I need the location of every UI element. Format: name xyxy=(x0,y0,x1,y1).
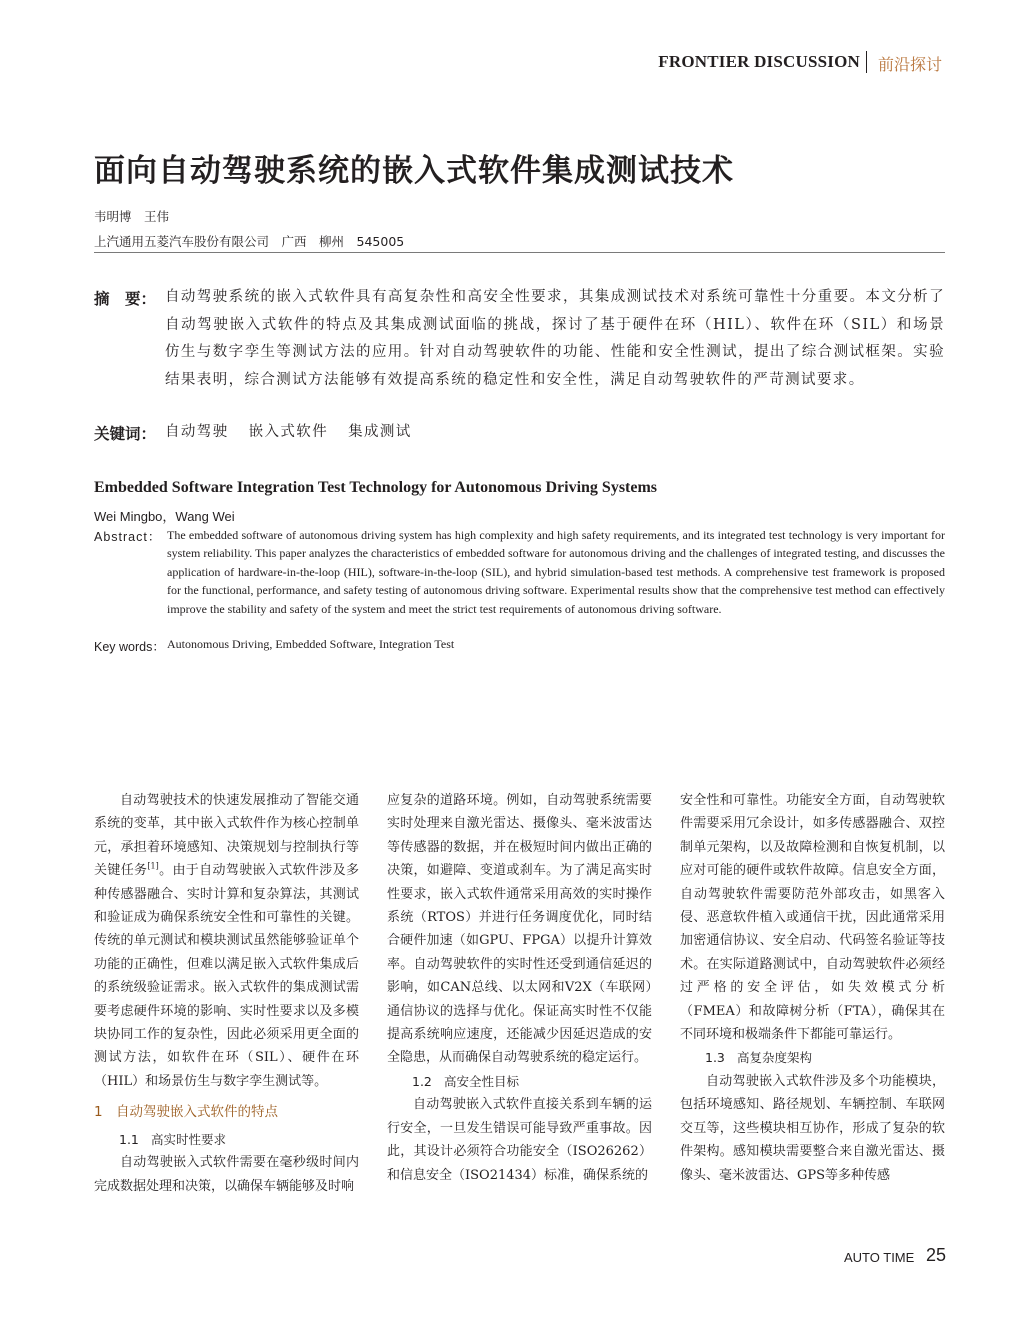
body-column-middle xyxy=(387,789,652,1199)
keyword: 嵌入式软件 xyxy=(248,424,329,440)
subsection-heading: 1.2 高安全性目标 xyxy=(412,1073,520,1089)
article-title: 面向自动驾驶系统的嵌入式软件集成测试技术 xyxy=(94,153,734,189)
journal-name: AUTO TIME xyxy=(844,1250,915,1265)
citation-ref: [1] xyxy=(147,861,159,871)
section-label-cn: 前沿探讨 xyxy=(878,55,943,74)
body-column-right xyxy=(680,789,945,1199)
keywords-list xyxy=(165,420,412,441)
english-keywords-label: Key words： xyxy=(94,640,165,654)
section-label-en: FRONTIER DISCUSSION xyxy=(658,52,860,71)
body-paragraph: 自动驾驶嵌入式软件涉及多个功能模块，包括环境感知、路径规划、车辆控制、车联网交互等，这些模块相互协作，形成了复杂的软件架构。感知模块需要整合来自激光雷达、摄像头、毫米波雷达、GPS等多种传感 xyxy=(680,1073,945,1183)
keywords-label: 关键词： xyxy=(94,425,157,443)
keyword: 自动驾驶 xyxy=(165,424,229,440)
header-divider xyxy=(866,51,867,73)
subsection-heading: 1.3 高复杂度架构 xyxy=(705,1050,813,1066)
body-paragraph: 应复杂的道路环境。例如，自动驾驶系统需要实时处理来自激光雷达、摄像头、毫米波雷达等传感器的数据，并在极短时间内做出正确的决策，如避障、变道或刹车。为了满足高实时性要求，嵌入式软件通常采用高效的实时操作系统（RTOS）并进行任务调度优化，同时结合硬件加速（如GPU、FPGA）以提升计算效率。自动驾驶软件的实时性还受到通信延迟的影响，如CAN总线、以太网和V2X（车联网）通信协议的选择与优化。保证高实时性不仅能提高系统响应速度，还能减少因延迟造成的安全隐患，从而确保自动驾驶系统的稳定运行。 xyxy=(387,793,652,1066)
body-paragraph: 自动驾驶技术的快速发展推动了智能交通系统的变革，其中嵌入式软件作为核心控制单元，承担着环境感知、决策规划与控制执行等关键任务[1]。由于自动驾驶嵌入式软件涉及多种传感器融合、实时计算和复杂算法，其测试和验证成为确保系统安全性和可靠性的关键。传统的单元测试和模块测试虽然能够验证单个功能的正确性，但难以满足嵌入式软件集成后的系统级验证需求。嵌入式软件的集成测试需要考虑硬件环境的影响、实时性要求以及多模块协同工作的复杂性，因此必须采用更全面的测试方法，如软件在环（SIL）、硬件在环（HIL）和场景仿生与数字孪生测试等。 xyxy=(94,793,359,1089)
english-authors: Wei Mingbo，Wang Wei xyxy=(94,509,235,524)
body-column-left xyxy=(94,789,359,1199)
english-title: Embedded Software Integration Test Technology for Autonomous Driving Systems xyxy=(94,479,658,496)
keyword: 集成测试 xyxy=(348,424,412,440)
subsection-heading: 1.1 高实时性要求 xyxy=(119,1131,227,1147)
english-abstract-text: The embedded software of autonomous driving system has high complexity and high safety requirements, and its integrated test technology is very important for system reliability. This paper analyzes the characteristics of embedded software for autonomous driving and the challenges of integrated testing, and discusses the application of hardware-in-the-loop (HIL), software-in-the-loop (SIL), and hybrid simulation-based test methods. A comprehensive test framework is proposed for the functional, performance, and safety testing of autonomous driving software. Experimental results show that the comprehensive test method can effectively improve the stability and safety of the system and meet the strict test requirements of autonomous driving software. xyxy=(167,528,945,616)
abstract-text: 自动驾驶系统的嵌入式软件具有高复杂性和高安全性要求，其集成测试技术对系统可靠性十分重要。本文分析了自动驾驶嵌入式软件的特点及其集成测试面临的挑战，探讨了基于硬件在环（HIL）、软件在环（SIL）和场景仿生与数字孪生等测试方法的应用。针对自动驾驶软件的功能、性能和安全性测试，提出了综合测试框架。实验结果表明，综合测试方法能够有效提高系统的稳定性和安全性，满足自动驾驶软件的严苛测试要求。 xyxy=(165,289,945,388)
article-authors: 韦明博 王伟 xyxy=(94,209,170,224)
english-abstract-label: Abstract： xyxy=(94,530,162,544)
english-keywords-text: Autonomous Driving, Embedded Software, Integration Test xyxy=(167,637,455,651)
article-affiliation: 上汽通用五菱汽车股份有限公司 广西 柳州 545005 xyxy=(94,234,405,249)
title-rule xyxy=(94,252,945,253)
body-paragraph: 自动驾驶嵌入式软件需要在毫秒级时间内完成数据处理和决策，以确保车辆能够及时响 xyxy=(94,1155,359,1194)
page-number: 25 xyxy=(926,1245,947,1265)
body-paragraph: 安全性和可靠性。功能安全方面，自动驾驶软件需要采用冗余设计，如多传感器融合、双控制单元架构，以及故障检测和自恢复机制，以应对可能的硬件或软件故障。信息安全方面，自动驾驶软件需要防范外部攻击，如黑客入侵、恶意软件植入或通信干扰，因此通常采用加密通信协议、安全启动、代码签名验证等技术。在实际道路测试中，自动驾驶软件必须经过严格的安全评估，如失效模式分析（FMEA）和故障树分析（FTA），确保其在不同环境和极端条件下都能可靠运行。 xyxy=(680,793,945,1043)
abstract-label: 摘 要： xyxy=(94,290,157,308)
body-paragraph: 自动驾驶嵌入式软件直接关系到车辆的运行安全，一旦发生错误可能导致严重事故。因此，其设计必须符合功能安全（ISO26262）和信息安全（ISO21434）标准，确保系统的 xyxy=(387,1097,652,1183)
section-heading: 1 自动驾驶嵌入式软件的特点 xyxy=(94,1104,278,1121)
